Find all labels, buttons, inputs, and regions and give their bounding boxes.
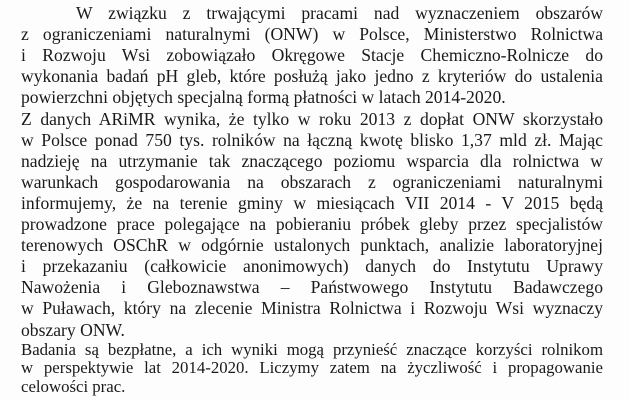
- paragraph-2-line-2: w Polsce ponad 750 tys. rolników na łączną kwotę blisko 1,37 mld zł. Mając: [21, 129, 603, 150]
- paragraph-2-line-1: Z danych ARiMR wynika, że tylko w roku 2013 z dopłat ONW skorzystało: [21, 108, 603, 129]
- paragraph-3-line-3: celowości prac.: [21, 376, 126, 396]
- paragraph-2-line-4: warunkach gospodarowania na obszarach z ograniczeniami naturalnymi: [21, 171, 603, 192]
- paragraph-2-line-3: nadzieję na utrzymanie tak znaczącego poziomu wsparcia dla rolnictwa w: [21, 150, 603, 171]
- paragraph-1-line-5: powierzchni objętych specjalną formą płatności w latach 2014-2020.: [21, 87, 506, 108]
- paragraph-1-line-4: wykonania badań pH gleb, które posłużą jako jedno z kryteriów do ustalenia: [21, 66, 603, 87]
- paragraph-2-line-5: informujemy, że na terenie gminy w miesiącach VII 2014 - V 2015 będą: [21, 192, 603, 213]
- paragraph-1-line-2: z ograniczeniami naturalnymi (ONW) w Polsce, Ministerstwo Rolnictwa: [21, 24, 603, 45]
- paragraph-1-line-3: i Rozwoju Wsi zobowiązało Okręgowe Stacje Chemiczno-Rolnicze do: [21, 45, 603, 66]
- paragraph-2-line-11: obszary ONW.: [21, 319, 125, 340]
- paragraph-3-line-2: w perspektywie lat 2014-2020. Liczymy zatem na życzliwość i propagowanie: [21, 358, 603, 377]
- paragraph-2-line-7: terenowych OSChR w odgórnie ustalonych punktach, analizie laboratoryjnej: [21, 235, 603, 256]
- paragraph-2-line-10: w Puławach, który na zlecenie Ministra Rolnictwa i Rozwoju Wsi wyznaczy: [21, 298, 603, 319]
- paragraph-2-line-6: prowadzone prace polegające na pobieraniu próbek gleby przez specjalistów: [21, 214, 603, 234]
- paragraph-3-line-1: Badania są bezpłatne, a ich wyniki mogą przynieść znaczące korzyści rolnikom: [21, 339, 603, 359]
- paragraph-2-line-8: i przekazaniu (całkowicie anonimowych) danych do Instytutu Uprawy: [21, 256, 603, 277]
- paragraph-1-line-1: W związku z trwającymi pracami nad wyznaczeniem obszarów: [76, 3, 603, 23]
- paragraph-2-line-9: Nawożenia i Gleboznawstwa – Państwowego Instytutu Badawczego: [21, 277, 603, 298]
